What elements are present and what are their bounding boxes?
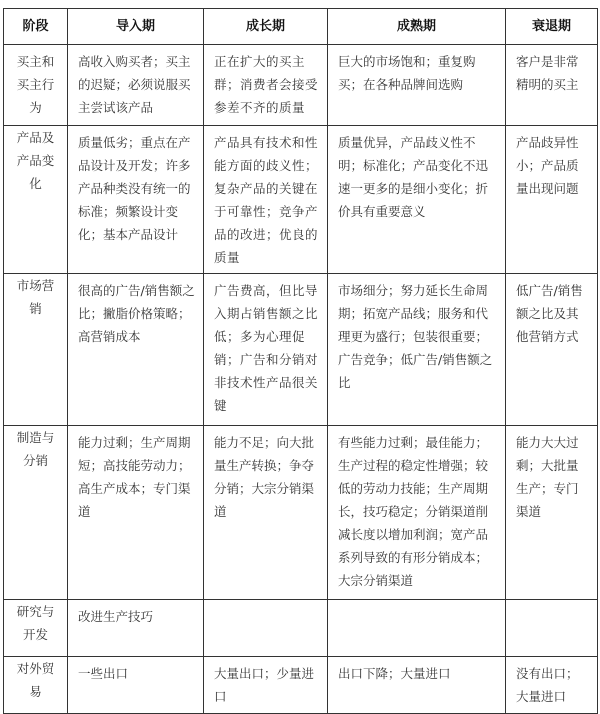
cell-decline: 客户是非常精明的买主 bbox=[506, 45, 598, 126]
cell-introduction: 能力过剩；生产周期短；高技能劳动力；高生产成本；专门渠道 bbox=[68, 426, 204, 600]
product-lifecycle-table bbox=[3, 8, 598, 714]
cell-introduction: 改进生产技巧 bbox=[68, 600, 204, 657]
cell-maturity: 出口下降；大量进口 bbox=[328, 657, 506, 714]
cell-growth: 大量出口；少量进口 bbox=[204, 657, 328, 714]
table-row bbox=[4, 45, 598, 126]
cell-decline: 产品歧异性小；产品质量出现问题 bbox=[506, 126, 598, 274]
header-decline: 衰退期 bbox=[506, 9, 598, 45]
header-stage: 阶段 bbox=[4, 9, 68, 45]
cell-introduction: 高收入购买者；买主的迟疑；必须说服买主尝试该产品 bbox=[68, 45, 204, 126]
header-maturity: 成熟期 bbox=[328, 9, 506, 45]
cell-growth: 正在扩大的买主群；消费者会接受参差不齐的质量 bbox=[204, 45, 328, 126]
header-row bbox=[4, 9, 598, 45]
row-label-marketing: 市场营销 bbox=[4, 274, 68, 426]
row-label-manufacturing: 制造与分销 bbox=[4, 426, 68, 600]
table-row bbox=[4, 126, 598, 274]
cell-decline: 低广告/销售额之比及其他营销方式 bbox=[506, 274, 598, 426]
cell-growth: 产品具有技术和性能方面的歧义性；复杂产品的关键在于可靠性；竞争产品的改进；优良的质量 bbox=[204, 126, 328, 274]
cell-introduction: 一些出口 bbox=[68, 657, 204, 714]
table-row bbox=[4, 600, 598, 657]
header-introduction: 导入期 bbox=[68, 9, 204, 45]
table-row bbox=[4, 274, 598, 426]
cell-maturity: 有些能力过剩；最佳能力；生产过程的稳定性增强；较低的劳动力技能；生产周期长，技巧稳定；分销渠道削减长度以增加利润；宽产品系列导致的有形分销成本；大宗分销渠道 bbox=[328, 426, 506, 600]
table-row bbox=[4, 657, 598, 714]
cell-growth bbox=[204, 600, 328, 657]
cell-growth: 能力不足；向大批量生产转换；争夺分销；大宗分销渠道 bbox=[204, 426, 328, 600]
cell-maturity: 质量优异，产品歧义性不明；标准化；产品变化不迅速一更多的是细小变化；折价具有重要意义 bbox=[328, 126, 506, 274]
row-label-foreign-trade: 对外贸易 bbox=[4, 657, 68, 714]
cell-decline: 能力大大过剩；大批量生产；专门渠道 bbox=[506, 426, 598, 600]
cell-introduction: 质量低劣；重点在产品设计及开发；许多产品种类没有统一的标准；频繁设计变化；基本产品设计 bbox=[68, 126, 204, 274]
cell-maturity bbox=[328, 600, 506, 657]
cell-maturity: 巨大的市场饱和；重复购买；在各种品牌间选购 bbox=[328, 45, 506, 126]
cell-decline: 没有出口；大量进口 bbox=[506, 657, 598, 714]
table-row bbox=[4, 426, 598, 600]
header-growth: 成长期 bbox=[204, 9, 328, 45]
cell-growth: 广告费高，但比导入期占销售额之比低；多为心理促销；广告和分销对非技术性产品很关键 bbox=[204, 274, 328, 426]
cell-introduction: 很高的广告/销售额之比；撇脂价格策略；高营销成本 bbox=[68, 274, 204, 426]
row-label-buyers: 买主和买主行为 bbox=[4, 45, 68, 126]
row-label-rnd: 研究与开发 bbox=[4, 600, 68, 657]
row-label-product: 产品及产品变化 bbox=[4, 126, 68, 274]
cell-maturity: 市场细分；努力延长生命周期；拓宽产品线；服务和代理更为盛行；包装很重要；广告竞争；低广告/销售额之比 bbox=[328, 274, 506, 426]
cell-decline bbox=[506, 600, 598, 657]
